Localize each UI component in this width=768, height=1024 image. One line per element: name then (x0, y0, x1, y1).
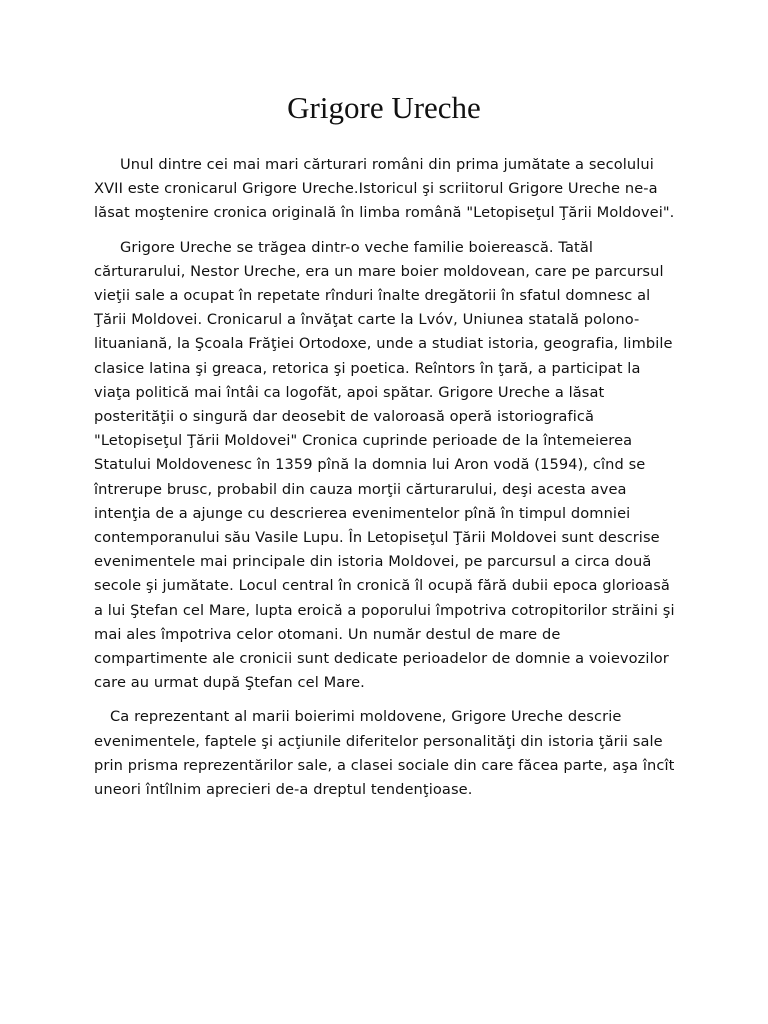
paragraph-intro: Unul dintre cei mai mari cărturari români din prima jumătate a secolului XVII este cronicarul Grigore Ureche.Istoricul şi scriitorul Grigore Ureche ne-a lăsat moştenire cronica originală în limba română "Letopiseţul Ţării Moldovei". (94, 156, 675, 222)
document-title: Grigore Ureche (287, 90, 481, 125)
paragraph-perspective: Ca reprezentant al marii boierimi moldovene, Grigore Ureche descrie evenimentele, faptele şi acţiunile diferitelor personalităţi din istoria ţării sale prin prisma reprezentărilor sale, a clasei sociale din care făcea parte, aşa încît uneori întîlnim aprecieri de-a dreptul tendenţioase. (94, 708, 675, 799)
document-body (94, 153, 676, 812)
paragraph-biography: Grigore Ureche se trăgea dintr-o veche familie boierească. Tatăl cărturarului, Nestor Ureche, era un mare boier moldovean, care pe parcursul vieţii sale a ocupat în repetate rînduri înalte dregătorii în sfatul domnesc al Ţării Moldovei. Cronicarul a învăţat carte la Lvóv, Uniunea statală polono-lituaniană, la Şcoala Frăţiei Ortodoxe, unde a studiat istoria, geografia, limbile clasice latina şi greaca, retorica şi poetica. Reîntors în ţară, a participat la viaţa politică mai întâi ca logofăt, apoi spătar. Grigore Ureche a lăsat posterităţii o singură dar deosebit de valoroasă operă istoriografică "Letopiseţul Ţării Moldovei" Cronica cuprinde perioade de la întemeierea Statului Moldovenesc în 1359 pînă la domnia lui Aron vodă (1594), cînd se întrerupe brusc, probabil din cauza morţii cărturarului, deşi acesta avea intenţia de a ajunge cu descrierea evenimentelor pînă în timpul domniei contemporanului său Vasile Lupu. În Letopiseţul Ţării Moldovei sunt descrise evenimentele mai principale din istoria Moldovei, pe parcursul a circa două secole şi jumătate. Locul central în cronică îl ocupă fără dubii epoca glorioasă a lui Ştefan cel Mare, lupta eroică a poporului împotriva cotropitorilor străini şi mai ales împotriva celor otomani. Un număr destul de mare de compartimente ale cronicii sunt dedicate perioadelor de domnie a voievozilor care au urmat după Ştefan cel Mare. (94, 238, 675, 692)
